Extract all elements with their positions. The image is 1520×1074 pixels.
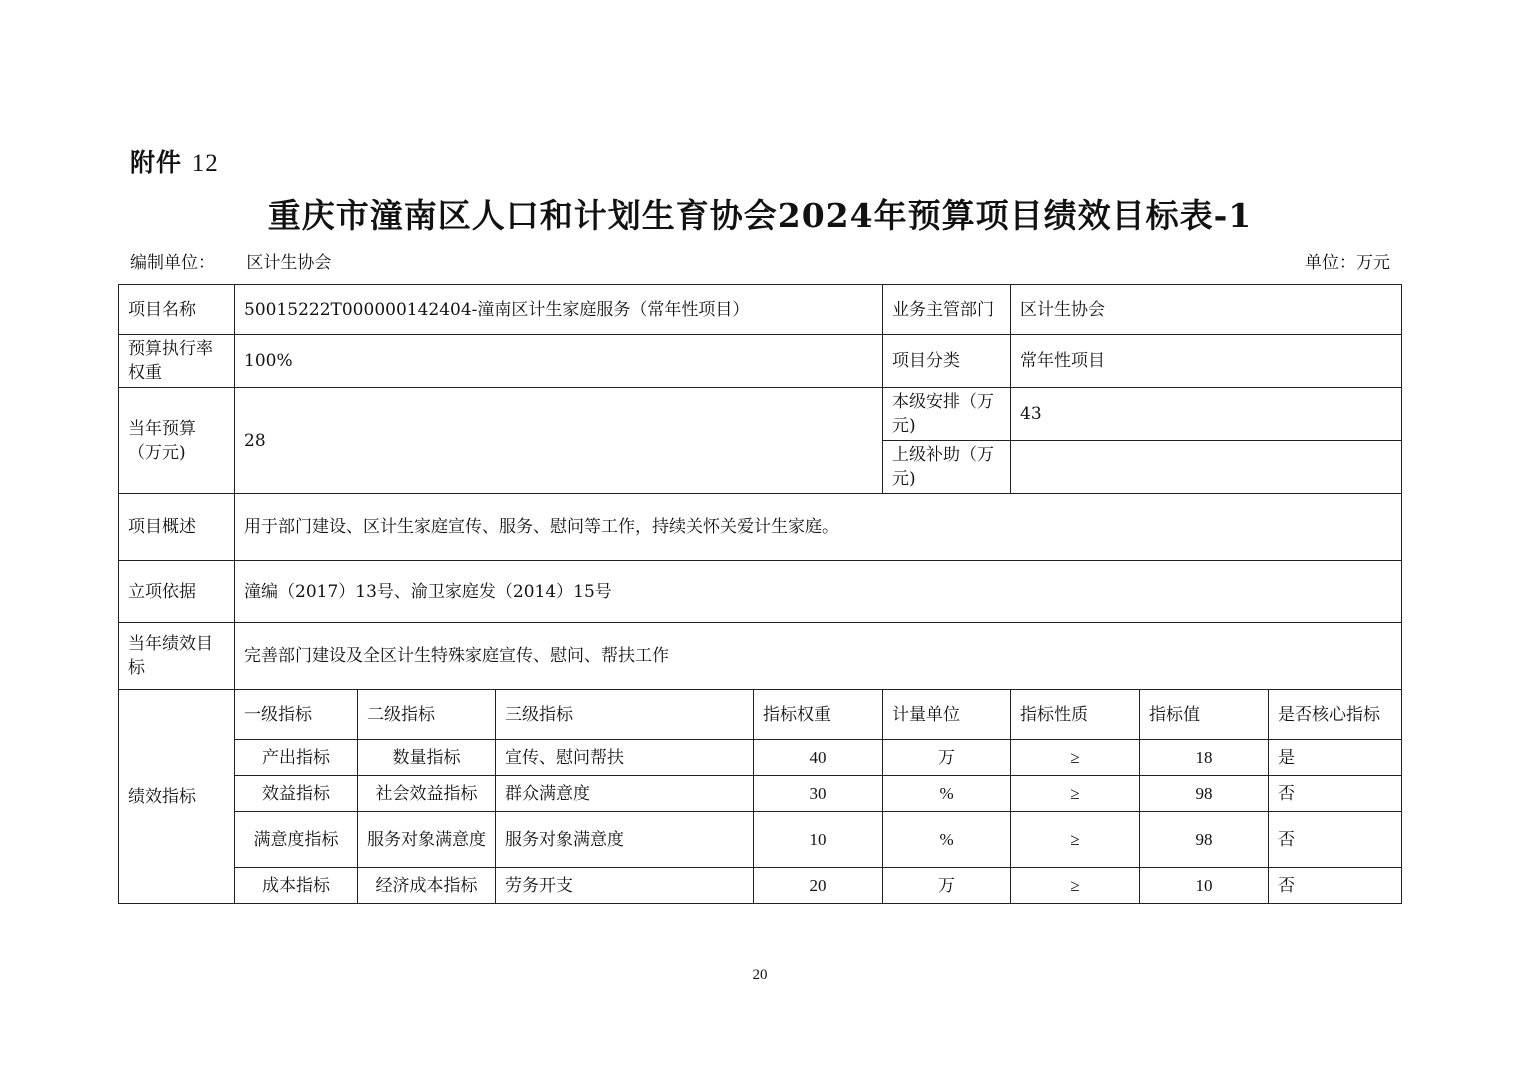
- value-cell: 98: [1140, 812, 1269, 868]
- goal-value: 完善部门建设及全区计生特殊家庭宣传、慰问、帮扶工作: [235, 623, 1402, 690]
- level1-cell: 成本指标: [235, 868, 358, 904]
- page-title: 重庆市潼南区人口和计划生育协会2024年预算项目绩效目标表-1: [267, 196, 1253, 235]
- weight-cell: 30: [754, 776, 883, 812]
- level3-cell: 群众满意度: [496, 776, 754, 812]
- overview-label: 项目概述: [119, 494, 235, 561]
- level3-cell: 宣传、慰问帮扶: [496, 740, 754, 776]
- value-cell: 10: [1140, 868, 1269, 904]
- level2-cell: 社会效益指标: [358, 776, 496, 812]
- value-cell: 98: [1140, 776, 1269, 812]
- attachment-text: 附件: [130, 148, 183, 177]
- table-row: [119, 388, 1402, 441]
- attachment-number: 12: [191, 150, 219, 177]
- table-row: [119, 561, 1402, 623]
- budget-label: 当年预算（万元): [119, 388, 235, 494]
- unit-cell: %: [883, 812, 1011, 868]
- nature-cell: ≥: [1011, 740, 1140, 776]
- core-cell: 否: [1269, 812, 1402, 868]
- unit-cell: 万: [883, 740, 1011, 776]
- indicator-row: [119, 868, 1402, 904]
- header-cell: 指标性质: [1011, 690, 1140, 740]
- weight-cell: 40: [754, 740, 883, 776]
- level2-cell: 服务对象满意度: [358, 812, 496, 868]
- dept-label: 业务主管部门: [883, 285, 1011, 335]
- header-cell: 一级指标: [235, 690, 358, 740]
- superior-label: 上级补助（万元): [883, 441, 1011, 494]
- level3-cell: 服务对象满意度: [496, 812, 754, 868]
- category-label: 项目分类: [883, 335, 1011, 388]
- dept-value: 区计生协会: [1011, 285, 1402, 335]
- weight-cell: 10: [754, 812, 883, 868]
- header-cell: 二级指标: [358, 690, 496, 740]
- table-row: [119, 285, 1402, 335]
- nature-cell: ≥: [1011, 868, 1140, 904]
- budget-value: 28: [235, 388, 883, 494]
- unit-cell: %: [883, 776, 1011, 812]
- core-cell: 否: [1269, 776, 1402, 812]
- indicators-label: 绩效指标: [119, 690, 235, 904]
- table-row: [119, 623, 1402, 690]
- weight-cell: 20: [754, 868, 883, 904]
- attachment-label: [130, 143, 219, 179]
- exec-weight-label: 预算执行率权重: [119, 335, 235, 388]
- unit-cell: 万: [883, 868, 1011, 904]
- core-cell: 是: [1269, 740, 1402, 776]
- unit-label: 单位：万元: [1305, 253, 1390, 273]
- org-label: 编制单位：: [130, 253, 215, 273]
- header-cell: 指标权重: [754, 690, 883, 740]
- level2-cell: 数量指标: [358, 740, 496, 776]
- org-value: 区计生协会: [246, 253, 332, 273]
- superior-value: [1011, 441, 1402, 494]
- table-row: [119, 335, 1402, 388]
- level3-cell: 劳务开支: [496, 868, 754, 904]
- level1-cell: 产出指标: [235, 740, 358, 776]
- local-label: 本级安排（万元): [883, 388, 1011, 441]
- org-line: [130, 248, 331, 273]
- nature-cell: ≥: [1011, 812, 1140, 868]
- nature-cell: ≥: [1011, 776, 1140, 812]
- table-row: [119, 494, 1402, 561]
- level1-cell: 满意度指标: [235, 812, 358, 868]
- header-cell: 指标值: [1140, 690, 1269, 740]
- performance-table: [118, 284, 1402, 904]
- level1-cell: 效益指标: [235, 776, 358, 812]
- page-number: 20: [752, 967, 768, 983]
- exec-weight-value: 100%: [235, 335, 883, 388]
- indicator-header-row: [119, 690, 1402, 740]
- header-cell: 是否核心指标: [1269, 690, 1402, 740]
- indicator-row: [119, 740, 1402, 776]
- overview-value: 用于部门建设、区计生家庭宣传、服务、慰问等工作，持续关怀关爱计生家庭。: [235, 494, 1402, 561]
- core-cell: 否: [1269, 868, 1402, 904]
- local-value: 43: [1011, 388, 1402, 441]
- indicator-row: [119, 776, 1402, 812]
- project-name-label: 项目名称: [119, 285, 235, 335]
- basis-value: 潼编（2017）13号、渝卫家庭发（2014）15号: [235, 561, 1402, 623]
- indicator-row: [119, 812, 1402, 868]
- level2-cell: 经济成本指标: [358, 868, 496, 904]
- category-value: 常年性项目: [1011, 335, 1402, 388]
- basis-label: 立项依据: [119, 561, 235, 623]
- header-cell: 计量单位: [883, 690, 1011, 740]
- goal-label: 当年绩效目标: [119, 623, 235, 690]
- header-cell: 三级指标: [496, 690, 754, 740]
- value-cell: 18: [1140, 740, 1269, 776]
- project-name-value: 50015222T000000142404-潼南区计生家庭服务（常年性项目）: [235, 285, 883, 335]
